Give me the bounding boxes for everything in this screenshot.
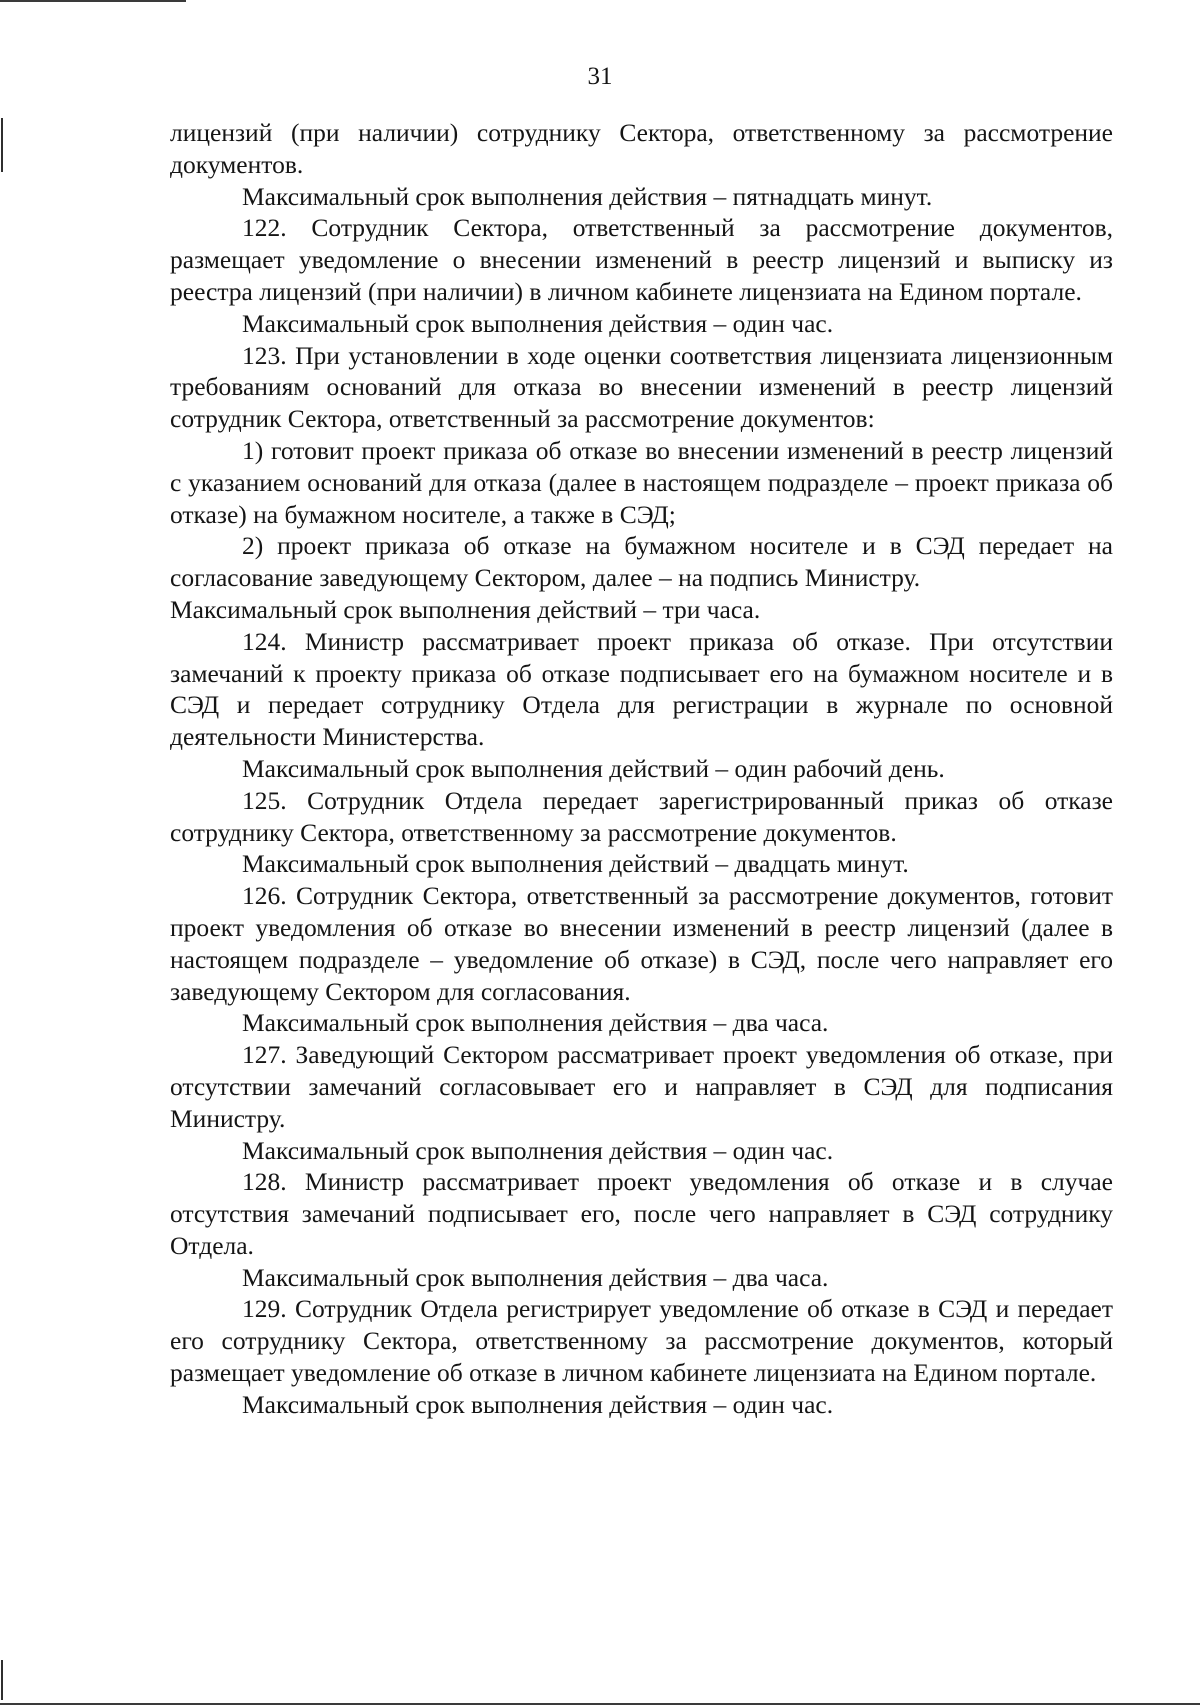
paragraph: 122. Сотрудник Сектора, ответственный за рассмотрение документов, размещает уведомление о внесении изменений в реестр лицензий и выписку из реестра лицензий (при наличии) в личном кабинете лицензиата на Едином портале. bbox=[170, 213, 1113, 306]
paragraph: 126. Сотрудник Сектора, ответственный за рассмотрение документов, готовит проект уведомления об отказе во внесении изменений в реестр лицензий (далее в настоящем подразделе – уведомление об отказе) в СЭД, после чего направляет его заведующему Сектором для согласования. bbox=[170, 881, 1113, 1006]
paragraph: 129. Сотрудник Отдела регистрирует уведомление об отказе в СЭД и передает его сотруднику Сектора, ответственному за рассмотрение документов, который размещает уведомление об отказе в личном кабинете лицензиата на Едином портале. bbox=[170, 1294, 1113, 1388]
paragraph: 123. При установлении в ходе оценки соответствия лицензиата лицензионным требованиям оснований для отказа во внесении изменений в реестр лицензий сотрудник Сектора, ответственный за рассмотрение документов: bbox=[170, 340, 1113, 434]
page-number: 31 bbox=[587, 63, 613, 90]
paragraph: Максимальный срок выполнения действия – один час. bbox=[242, 1135, 834, 1165]
paragraph: Максимальный срок выполнения действий – один рабочий день. bbox=[242, 753, 945, 783]
scan-edge-left-mark bbox=[1, 118, 3, 172]
paragraph: Максимальный срок выполнения действия – два часа. bbox=[242, 1008, 829, 1038]
scan-edge-top bbox=[0, 0, 186, 2]
paragraph: лицензий (при наличии) сотруднику Сектора, ответственному за рассмотрение документов. bbox=[170, 118, 1113, 179]
paragraph: Максимальный срок выполнения действий – двадцать минут. bbox=[242, 849, 909, 879]
paragraph: 124. Министр рассматривает проект приказа об отказе. При отсутствии замечаний к проекту приказа об отказе подписывает его на бумажном носителе и в СЭД и передает сотруднику Отдела для регистрации в журнале по основной деятельности Министерства. bbox=[170, 626, 1113, 752]
paragraph: 2) проект приказа об отказе на бумажном носителе и в СЭД передает на согласование заведующему Сектором, далее – на подпись Министру. bbox=[170, 531, 1113, 593]
paragraph: Максимальный срок выполнения действия – пятнадцать минут. bbox=[242, 181, 933, 211]
document-body bbox=[170, 117, 1113, 1421]
scan-edge-left-mark bbox=[1, 1660, 3, 1700]
paragraph: 127. Заведующий Сектором рассматривает проект уведомления об отказе, при отсутствии замечаний согласовывает его и направляет в СЭД для подписания Министру. bbox=[170, 1040, 1113, 1133]
paragraph: Максимальный срок выполнения действия – один час. bbox=[242, 308, 834, 338]
paragraph: Максимальный срок выполнения действия – один час. bbox=[242, 1389, 834, 1419]
paragraph: Максимальный срок выполнения действия – два часа. bbox=[242, 1262, 829, 1292]
paragraph: 1) готовит проект приказа об отказе во внесении изменений в реестр лицензий с указанием оснований для отказа (далее в настоящем подразделе – проект приказа об отказе) на бумажном носителе, а также в СЭД; bbox=[170, 435, 1113, 529]
paragraph: 128. Министр рассматривает проект уведомления об отказе и в случае отсутствия замечаний подписывает его, после чего направляет в СЭД сотруднику Отдела. bbox=[170, 1167, 1113, 1260]
paragraph: 125. Сотрудник Отдела передает зарегистрированный приказ об отказе сотруднику Сектора, ответственному за рассмотрение документов. bbox=[170, 785, 1113, 847]
paragraph: Максимальный срок выполнения действий – три часа. bbox=[170, 594, 761, 624]
